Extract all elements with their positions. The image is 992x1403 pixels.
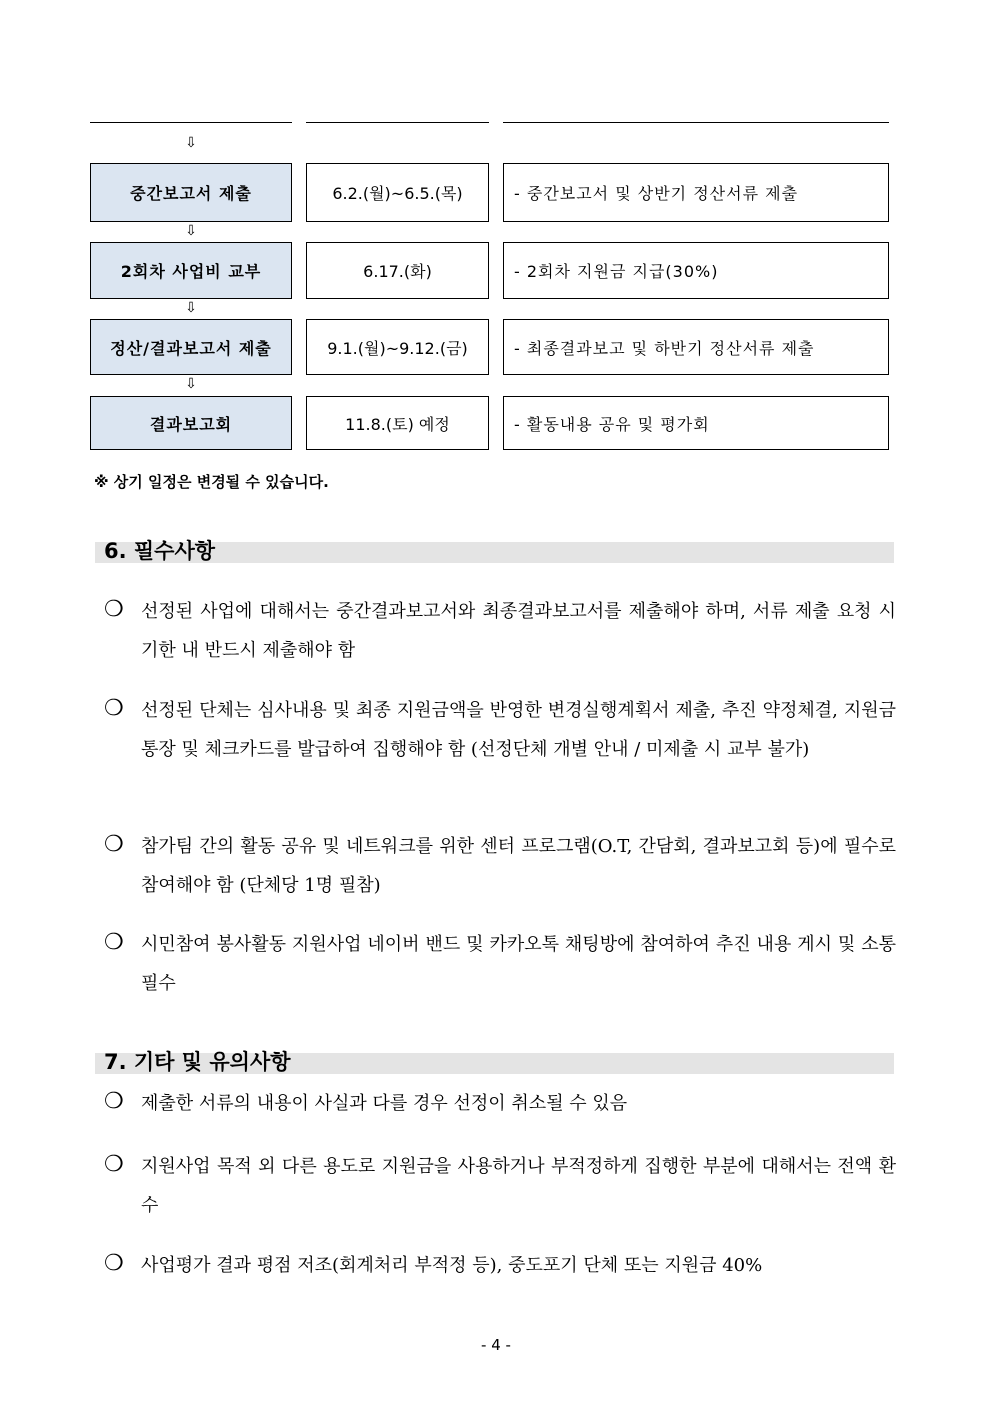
- description-cell: - 2회차 지원금 지급(30%): [503, 242, 889, 299]
- date-cell: 6.17.(화): [306, 242, 489, 299]
- circle-bullet-icon: ❍: [104, 597, 124, 622]
- list-item: [104, 926, 896, 1003]
- table-top-line-stage: [90, 122, 292, 123]
- description-cell: - 최종결과보고 및 하반기 정산서류 제출: [503, 319, 889, 375]
- page-number: - 4 -: [481, 1336, 511, 1354]
- down-arrow-icon: ⇩: [185, 223, 197, 239]
- list-item: [104, 593, 896, 670]
- stage-cell: 정산/결과보고서 제출: [90, 319, 292, 375]
- list-item: [104, 1247, 896, 1286]
- description-cell: - 중간보고서 및 상반기 정산서류 제출: [503, 163, 889, 222]
- down-arrow-icon: ⇩: [185, 376, 197, 392]
- section-title: 7. 기타 및 유의사항: [104, 1050, 291, 1074]
- circle-bullet-icon: ❍: [104, 1152, 124, 1177]
- list-item: [104, 1085, 896, 1124]
- list-item-text: 시민참여 봉사활동 지원사업 네이버 밴드 및 카카오톡 채팅방에 참여하여 추진 내용 게시 및 소통 필수: [141, 934, 896, 994]
- table-top-line-desc: [503, 122, 889, 123]
- list-item-text: 선정된 사업에 대해서는 중간결과보고서와 최종결과보고서를 제출해야 하며, 서류 제출 요청 시 기한 내 반드시 제출해야 함: [141, 601, 896, 661]
- circle-bullet-icon: ❍: [104, 832, 124, 857]
- circle-bullet-icon: ❍: [104, 930, 124, 955]
- circle-bullet-icon: ❍: [104, 1251, 124, 1276]
- date-cell: 6.2.(월)~6.5.(목): [306, 163, 489, 222]
- list-item: [104, 828, 896, 905]
- table-top-line-date: [306, 122, 489, 123]
- list-item-text: 선정된 단체는 심사내용 및 최종 지원금액을 반영한 변경실행계획서 제출, 추진 약정체결, 지원금 통장 및 체크카드를 발급하여 집행해야 함 (선정단체 개별 안내 / 미제출 시 교부 불가): [141, 700, 896, 760]
- section-title: 6. 필수사항: [104, 539, 216, 563]
- list-item-text: 제출한 서류의 내용이 사실과 다를 경우 선정이 취소될 수 있음: [141, 1093, 628, 1114]
- schedule-note: ※ 상기 일정은 변경될 수 있습니다.: [94, 473, 329, 491]
- list-item-text: 참가팀 간의 활동 공유 및 네트워크를 위한 센터 프로그램(O.T, 간담회, 결과보고회 등)에 필수로 참여해야 함 (단체당 1명 필참): [141, 836, 896, 896]
- list-item: [104, 1148, 896, 1225]
- stage-cell: 결과보고회: [90, 396, 292, 450]
- list-item-text: 사업평가 결과 평점 저조(회계처리 부적정 등), 중도포기 단체 또는 지원금 40%: [141, 1255, 763, 1276]
- date-cell: 11.8.(토) 예정: [306, 396, 489, 450]
- date-cell: 9.1.(월)~9.12.(금): [306, 319, 489, 375]
- down-arrow-icon: ⇩: [185, 300, 197, 316]
- description-cell: - 활동내용 공유 및 평가회: [503, 396, 889, 450]
- circle-bullet-icon: ❍: [104, 1089, 124, 1114]
- list-item-text: 지원사업 목적 외 다른 용도로 지원금을 사용하거나 부적정하게 집행한 부분에 대해서는 전액 환수: [141, 1156, 896, 1216]
- stage-cell: 2회차 사업비 교부: [90, 242, 292, 299]
- section-heading: [95, 1050, 894, 1074]
- down-arrow-icon: ⇩: [185, 135, 197, 151]
- stage-cell: 중간보고서 제출: [90, 163, 292, 222]
- list-item: [104, 692, 896, 769]
- section-heading: [95, 539, 894, 563]
- circle-bullet-icon: ❍: [104, 696, 124, 721]
